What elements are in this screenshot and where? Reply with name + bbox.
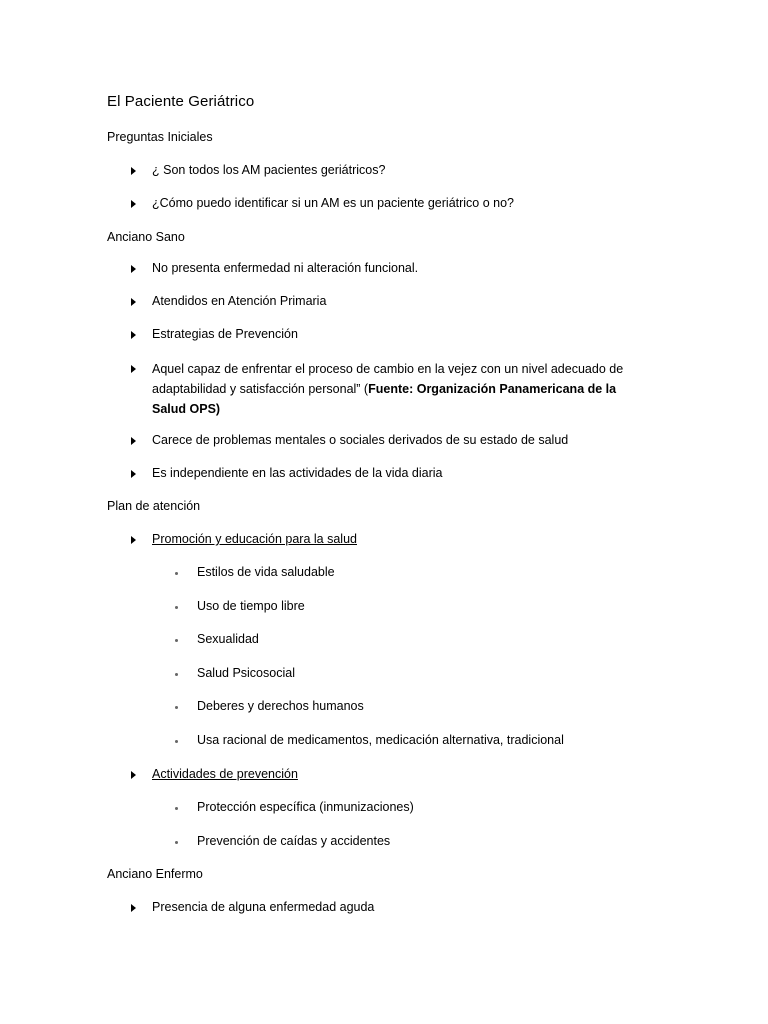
list-item: Atendidos en Atención Primaria — [152, 294, 327, 308]
list-item: No presenta enfermedad ni alteración funcional. — [152, 261, 419, 275]
section-heading-anciano-sano: Anciano Sano — [107, 230, 185, 244]
section-heading-plan: Plan de atención — [107, 499, 201, 513]
bullet-dot-icon — [175, 706, 178, 709]
list-item: Estrategias de Prevención — [152, 327, 298, 341]
list-item: ¿Cómo puedo identificar si un AM es un paciente geriátrico o no? — [152, 196, 515, 210]
list-item-prevencion: Actividades de prevención — [152, 767, 298, 781]
bullet-dot-icon — [175, 606, 178, 609]
list-item: Es independiente en las actividades de la vida diaria — [152, 466, 443, 480]
sub-list-item: Sexualidad — [197, 632, 259, 646]
bullet-arrow-icon — [131, 437, 136, 445]
sub-list-item: Salud Psicosocial — [197, 666, 295, 680]
sub-list-item: Deberes y derechos humanos — [197, 699, 364, 713]
section-heading-anciano-enfermo: Anciano Enfermo — [107, 867, 203, 881]
bullet-arrow-icon — [131, 536, 136, 544]
bullet-dot-icon — [175, 841, 178, 844]
sub-list-item: Estilos de vida saludable — [197, 565, 335, 579]
quote-text: Aquel capaz de enfrentar el proceso de cambio en la vejez con un nivel adecuado de adaptabilidad y satisfacción personal” ( — [152, 362, 624, 396]
bullet-arrow-icon — [131, 904, 136, 912]
section-heading-preguntas: Preguntas Iniciales — [107, 130, 213, 144]
bullet-arrow-icon — [131, 167, 136, 175]
bullet-dot-icon — [175, 807, 178, 810]
list-item: Presencia de alguna enfermedad aguda — [152, 900, 375, 914]
sub-list-item: Uso de tiempo libre — [197, 599, 305, 613]
bullet-dot-icon — [175, 673, 178, 676]
document-title: El Paciente Geriátrico — [107, 93, 255, 110]
bullet-arrow-icon — [131, 365, 136, 373]
bullet-arrow-icon — [131, 265, 136, 273]
bullet-dot-icon — [175, 572, 178, 575]
bullet-arrow-icon — [131, 771, 136, 779]
sub-list-item: Usa racional de medicamentos, medicación alternativa, tradicional — [197, 733, 564, 747]
bullet-dot-icon — [175, 639, 178, 642]
quote-paragraph — [152, 359, 652, 419]
sub-list-item: Protección específica (inmunizaciones) — [197, 800, 414, 814]
quote-source: Fuente: Organización Panamericana de la Salud OPS) — [152, 382, 617, 416]
list-item-promocion: Promoción y educación para la salud — [152, 532, 357, 546]
bullet-arrow-icon — [131, 298, 136, 306]
bullet-arrow-icon — [131, 331, 136, 339]
list-item: Carece de problemas mentales o sociales derivados de su estado de salud — [152, 433, 569, 447]
sub-list-item: Prevención de caídas y accidentes — [197, 834, 391, 848]
bullet-arrow-icon — [131, 200, 136, 208]
bullet-arrow-icon — [131, 470, 136, 478]
bullet-dot-icon — [175, 740, 178, 743]
list-item: ¿ Son todos los AM pacientes geriátricos? — [152, 163, 386, 177]
